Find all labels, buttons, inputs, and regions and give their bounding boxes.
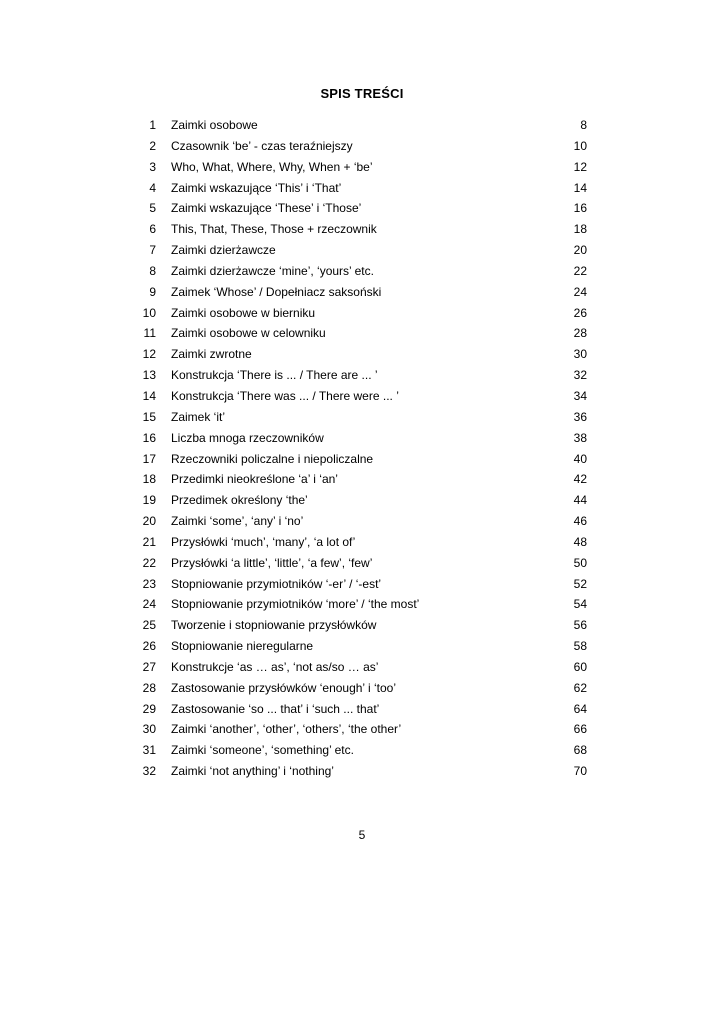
toc-entry-number: 5 (149, 201, 156, 216)
toc-entry-page: 26 (573, 305, 587, 320)
toc-entry-number: 6 (149, 222, 156, 237)
toc-entry-page: 34 (573, 388, 587, 403)
toc-entry-page: 66 (573, 722, 587, 737)
table-of-contents (130, 115, 592, 782)
toc-entry-title: Czasownik ‘be’ - czas teraźniejszy (171, 138, 353, 153)
toc-entry (130, 240, 592, 261)
toc-entry-page: 52 (573, 576, 587, 591)
toc-entry (130, 303, 592, 324)
toc-entry (130, 574, 592, 595)
toc-entry (130, 386, 592, 407)
toc-entry-page: 56 (573, 618, 587, 633)
toc-entry-page: 60 (573, 659, 587, 674)
toc-entry-number: 15 (142, 409, 156, 424)
toc-entry (130, 636, 592, 657)
toc-entry (130, 178, 592, 199)
toc-entry-page: 64 (573, 701, 587, 716)
toc-entry-title: Stopniowanie nieregularne (171, 639, 314, 654)
toc-entry-page: 42 (573, 472, 587, 487)
toc-entry-page: 8 (580, 118, 587, 132)
toc-entry-number: 31 (142, 743, 156, 758)
toc-entry-title: Przysłówki ‘much’, ‘many’, ‘a lot of’ (171, 534, 356, 549)
toc-entry (130, 365, 592, 386)
page-number: 5 (358, 828, 366, 842)
toc-entry-number: 7 (149, 243, 156, 258)
toc-entry-title: Stopniowanie przymiotników ‘more’ / ‘the most’ (171, 597, 420, 612)
toc-entry-number: 16 (142, 430, 156, 445)
toc-entry-page: 54 (573, 597, 587, 612)
toc-entry (130, 407, 592, 428)
toc-entry-number: 17 (142, 451, 156, 466)
toc-entry-page: 14 (573, 180, 587, 195)
toc-entry-title: Zaimki ‘another’, ‘other’, ‘others’, ‘the other’ (171, 722, 402, 737)
toc-entry (130, 511, 592, 532)
toc-entry-number: 27 (142, 659, 156, 674)
toc-entry (130, 136, 592, 157)
toc-entry-page: 20 (573, 243, 587, 258)
toc-entry-page: 62 (573, 680, 587, 695)
toc-entry-number: 12 (142, 347, 156, 362)
toc-entry (130, 761, 592, 782)
toc-entry-title: Who, What, Where, Why, When + ‘be’ (171, 159, 373, 174)
toc-entry-title: Zaimki zwrotne (171, 347, 252, 362)
toc-entry-title: Zaimki wskazujące ‘These’ i ‘Those’ (171, 201, 362, 216)
toc-entry-title: Zaimki ‘someone’, ‘something’ etc. (171, 743, 354, 758)
toc-entry (130, 323, 592, 344)
toc-entry-page: 46 (573, 514, 587, 529)
toc-entry-page: 10 (573, 138, 587, 153)
toc-entry-title: Zastosowanie przysłówków ‘enough’ i ‘too’ (171, 680, 396, 695)
toc-entry-title: This, That, These, Those + rzeczownik (171, 222, 377, 237)
toc-entry-title: Konstrukcja ‘There is ... / There are ... ’ (171, 368, 378, 383)
toc-entry (130, 490, 592, 511)
toc-entry-number: 3 (149, 159, 156, 174)
toc-entry-number: 32 (142, 764, 156, 779)
toc-entry-page: 32 (573, 368, 587, 383)
toc-entry-page: 40 (573, 451, 587, 466)
toc-entry (130, 615, 592, 636)
toc-entry-title: Zaimki ‘not anything’ i ‘nothing’ (171, 764, 334, 779)
toc-entry-page: 28 (573, 326, 587, 341)
toc-entry (130, 282, 592, 303)
toc-entry (130, 157, 592, 178)
toc-entry-number: 14 (142, 388, 156, 403)
toc-entry-page: 58 (573, 639, 587, 654)
toc-entry (130, 553, 592, 574)
toc-entry (130, 740, 592, 761)
toc-entry (130, 219, 592, 240)
toc-entry (130, 115, 592, 136)
toc-entry-number: 25 (142, 618, 156, 633)
toc-entry-page: 16 (573, 201, 587, 216)
toc-entry (130, 469, 592, 490)
toc-entry-page: 38 (573, 430, 587, 445)
toc-entry (130, 678, 592, 699)
toc-entry-number: 2 (149, 138, 156, 153)
toc-entry-title: Zaimek ‘it’ (171, 409, 226, 424)
toc-entry-page: 36 (573, 409, 587, 424)
toc-entry-page: 30 (573, 347, 587, 362)
toc-entry (130, 198, 592, 219)
toc-entry (130, 261, 592, 282)
toc-entry-title: Tworzenie i stopniowanie przysłówków (171, 618, 377, 633)
toc-entry-page: 18 (573, 222, 587, 237)
toc-entry (130, 594, 592, 615)
toc-entry (130, 699, 592, 720)
toc-entry-number: 18 (142, 472, 156, 487)
toc-entry-number: 10 (142, 305, 156, 320)
toc-entry-number: 22 (142, 555, 156, 570)
toc-entry-title: Przysłówki ‘a little’, ‘little’, ‘a few’, ‘few’ (171, 555, 373, 570)
toc-entry-page: 44 (573, 493, 587, 508)
toc-entry-title: Liczba mnoga rzeczowników (171, 430, 324, 445)
toc-entry-number: 26 (142, 639, 156, 654)
toc-entry-title: Rzeczowniki policzalne i niepoliczalne (171, 451, 374, 466)
toc-entry (130, 532, 592, 553)
toc-entry-title: Zaimki wskazujące ‘This’ i ‘That’ (171, 180, 342, 195)
toc-entry-title: Zaimki osobowe w celowniku (171, 326, 326, 341)
toc-entry-title: Przedimek określony ‘the’ (171, 493, 308, 508)
toc-entry (130, 449, 592, 470)
toc-entry-title: Zaimki osobowe (171, 118, 258, 132)
toc-entry (130, 344, 592, 365)
toc-entry-title: Zaimki dzierżawcze ‘mine’, ‘yours’ etc. (171, 263, 374, 278)
toc-entry-number: 23 (142, 576, 156, 591)
toc-entry-title: Konstrukcje ‘as … as’, ‘not as/so … as’ (171, 659, 379, 674)
toc-entry-page: 24 (573, 284, 587, 299)
toc-entry-number: 4 (149, 180, 156, 195)
toc-entry (130, 428, 592, 449)
toc-entry (130, 657, 592, 678)
toc-entry-title: Przedimki nieokreślone ‘a’ i ‘an’ (171, 472, 338, 487)
toc-entry-page: 70 (573, 764, 587, 779)
toc-entry-number: 19 (142, 493, 156, 508)
toc-entry-page: 22 (573, 263, 587, 278)
toc-entry-title: Zaimek ‘Whose’ / Dopełniacz saksoński (171, 284, 382, 299)
toc-entry-title: Stopniowanie przymiotników ‘-er’ / ‘-est’ (171, 576, 382, 591)
toc-entry-number: 11 (143, 326, 156, 341)
toc-entry-title: Zastosowanie ‘so ... that’ i ‘such ... that’ (171, 701, 380, 716)
toc-entry-page: 48 (573, 534, 587, 549)
toc-entry-title: Zaimki ‘some’, ‘any’ i ‘no’ (171, 514, 304, 529)
toc-entry-number: 29 (142, 701, 156, 716)
toc-entry-number: 24 (142, 597, 156, 612)
toc-entry-number: 30 (142, 722, 156, 737)
toc-entry-number: 13 (142, 368, 156, 383)
toc-entry-page: 68 (573, 743, 587, 758)
page-title: SPIS TREŚCI (320, 86, 404, 101)
toc-entry (130, 719, 592, 740)
toc-entry-page: 50 (573, 555, 587, 570)
toc-entry-number: 28 (142, 680, 156, 695)
toc-entry-title: Zaimki osobowe w bierniku (171, 305, 316, 320)
toc-entry-number: 9 (149, 284, 156, 299)
toc-entry-page: 12 (573, 159, 587, 174)
toc-entry-title: Konstrukcja ‘There was ... / There were ... ’ (171, 388, 399, 403)
toc-entry-number: 20 (142, 514, 156, 529)
toc-entry-number: 21 (142, 534, 156, 549)
toc-entry-title: Zaimki dzierżawcze (171, 243, 276, 258)
toc-entry-number: 1 (149, 118, 156, 132)
toc-entry-number: 8 (149, 263, 156, 278)
